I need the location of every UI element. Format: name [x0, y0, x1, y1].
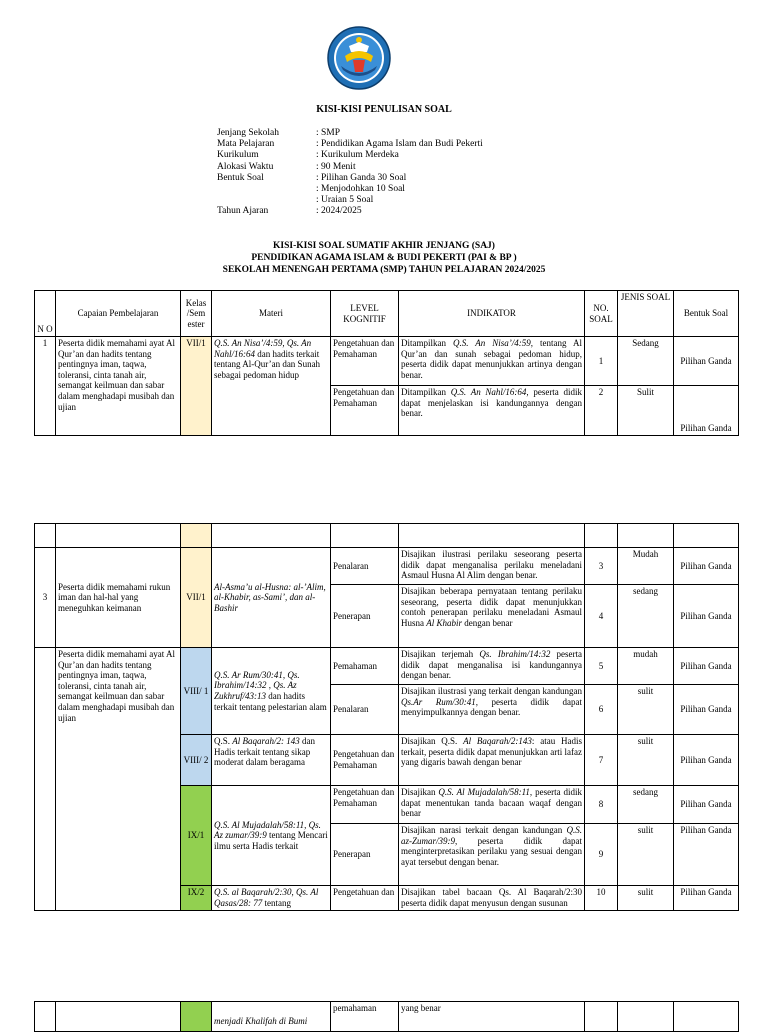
table-row [35, 648, 739, 685]
bentuk-cell: Pilihan Ganda [674, 886, 739, 911]
indikator-cell: yang benar [399, 1002, 585, 1032]
indikator-cell: Ditampilkan Q.S. An Nisa’/4:59, tentang Al Qur’an dan sunah sebagai pedoman hidup, peserta didik dapat menunjukkan artinya dengan benar. [399, 337, 585, 386]
level-cell: Pengetahuan dan [331, 886, 399, 911]
nosoal-cell: 4 [585, 585, 618, 648]
materi-cell: Q.S. al Baqarah/2:30, Qs. Al Qasas/28: 77 tentang [212, 886, 331, 911]
row-no: 3 [35, 548, 56, 648]
nosoal-cell: 10 [585, 886, 618, 911]
bentuk-cell: Pilihan Ganda [674, 824, 739, 886]
indikator-cell: Disajikan tabel bacaan Qs. Al Baqarah/2:30 peserta didik dapat menyusun dengan susunan [399, 886, 585, 911]
nosoal-cell: 5 [585, 648, 618, 685]
level-cell: Pengetahuan dan Pemahaman [331, 786, 399, 824]
level-cell: Penerapan [331, 585, 399, 648]
bentuk-cell: Pilihan Ganda [674, 548, 739, 585]
level-cell: Pengetahuan dan Pemahaman [331, 735, 399, 786]
bentuk-cell: Pilihan Ganda [674, 648, 739, 685]
jenis-cell: sulit [618, 735, 674, 786]
nosoal-cell: 3 [585, 548, 618, 585]
capaian-cell: Peserta didik memahami rukun iman dan hal-hal yang meneguhkan keimanan [56, 548, 181, 648]
jenis-cell: sulit [618, 685, 674, 735]
kelas-cell: VII/1 [181, 548, 212, 648]
info-row: Bentuk Soal : Pilihan Ganda 30 Soal [217, 172, 407, 183]
level-cell: Pengetahuan dan Pemahaman [331, 337, 399, 386]
materi-cell: Al-Asma’u al-Husna: al-’Alim, al-Khabir, as-Sami’, dan al-Bashir [212, 548, 331, 648]
jenis-cell: Sedang [618, 337, 674, 386]
capaian-cell: Peserta didik memahami ayat Al Qur’an dan hadits tentang pentingnya iman, taqwa, toleransi, cinta tanah air, semangat keilmuan dan sabar dalam menghadapi musibah dan ujian [56, 648, 181, 911]
info-row: Jenjang Sekolah : SMP [217, 128, 341, 138]
header-nosoal: NO. SOAL [585, 291, 618, 337]
indikator-cell: Disajikan Q.S. Al Baqarah/2:143: atau Hadis terkait, peserta didik dapat menunjukkan arti lafaz yang digaris bawah dengan benar [399, 735, 585, 786]
nosoal-cell: 6 [585, 685, 618, 735]
info-row: Tahun Ajaran : 2024/2025 [217, 206, 362, 217]
jenis-cell: sulit [618, 824, 674, 886]
info-row: Alokasi Waktu : 90 Menit [217, 161, 356, 172]
bentuk-cell: Pilihan Ganda [674, 685, 739, 735]
info-row: : Menjodohkan 10 Soal [316, 184, 405, 195]
header-materi: Materi [212, 291, 331, 337]
kelas-cell: IX/2 [181, 886, 212, 911]
kisi-kisi-table-page-2 [34, 523, 739, 911]
materi-cell: menjadi Khalifah di Bumi [212, 1002, 331, 1032]
header-level: LEVEL KOGNITIF [331, 291, 399, 337]
row-no: 1 [35, 337, 56, 436]
table-header-row-empty [35, 524, 739, 548]
header-kelas: Kelas /Sem ester [181, 291, 212, 337]
document-heading: KISI-KISI SOAL SUMATIF AKHIR JENJANG (SAJ) PENDIDIKAN AGAMA ISLAM & BUDI PEKERTI (PAI & BP ) SEKOLAH MENENGAH PERTAMA (SMP) TAHUN PELAJARAN 2024/2025 [222, 241, 546, 275]
table-row [35, 548, 739, 585]
materi-cell: Q.S. Al Mujadalah/58:11, Qs. Az zumar/39:9 tentang Mencari ilmu serta Hadis terkait [212, 786, 331, 886]
jenis-cell: sedang [618, 585, 674, 648]
header-capaian: Capaian Pembelajaran [56, 291, 181, 337]
kelas-cell: VII/1 [181, 337, 212, 436]
indikator-cell: Disajikan terjemah Qs. Ibrahim/14:32 peserta didik dapat menganalisa isi kandungannya dengan benar. [399, 648, 585, 685]
materi-cell: Q.S. An Nisa’/4:59, Qs. An Nahl/16:64 dan hadits terkait tentang Al-Qur’an dan Sunah sebagai pedoman hidup [212, 337, 331, 436]
jenis-cell: Mudah [618, 548, 674, 585]
info-row: Mata Pelajaran : Pendidikan Agama Islam dan Budi Pekerti [217, 139, 483, 150]
header-indikator: INDIKATOR [399, 291, 585, 337]
level-cell: Penerapan [331, 824, 399, 886]
tut-wuri-handayani-logo [327, 26, 391, 90]
level-cell: Penalaran [331, 685, 399, 735]
kelas-cell: IX/1 [181, 786, 212, 886]
kisi-kisi-table-page-1 [34, 290, 739, 436]
bentuk-cell: Pilihan Ganda [674, 585, 739, 648]
document-info [217, 128, 483, 218]
jenis-cell: sedang [618, 786, 674, 824]
nosoal-cell: 9 [585, 824, 618, 886]
level-cell: Pengetahuan dan Pemahaman [331, 386, 399, 436]
kelas-cell: VIII/ 1 [181, 648, 212, 735]
jenis-cell: sulit [618, 886, 674, 911]
level-cell: Penalaran [331, 548, 399, 585]
header-bentuk: Bentuk Soal [674, 291, 739, 337]
nosoal-cell: 8 [585, 786, 618, 824]
nosoal-cell: 7 [585, 735, 618, 786]
jenis-cell: Sulit [618, 386, 674, 436]
info-row: Kurikulum : Kurikulum Merdeka [217, 150, 399, 161]
indikator-cell: Ditampilkan Q.S. An Nahl/16:64, peserta didik dapat menjelaskan isi kandungannya dengan benar. [399, 386, 585, 436]
nosoal-cell: 1 [585, 337, 618, 386]
table-header-row [35, 291, 739, 337]
bentuk-cell: Pilihan Ganda [674, 735, 739, 786]
kelas-cell: VIII/ 2 [181, 735, 212, 786]
nosoal-cell: 2 [585, 386, 618, 436]
bentuk-cell: Pilihan Ganda [674, 337, 739, 386]
info-row: : Uraian 5 Soal [316, 195, 374, 206]
document-title: KISI-KISI PENULISAN SOAL [316, 104, 452, 115]
indikator-cell: Disajikan ilustrasi yang terkait dengan kandungan Qs.Ar Rum/30:41, peserta didik dapat menyimpulkannya dengan benar. [399, 685, 585, 735]
header-jenis: JENIS SOAL [618, 291, 674, 337]
materi-cell: Q.S. Al Baqarah/2: 143 dan Hadis terkait tentang sikap moderat dalam beragama [212, 735, 331, 786]
jenis-cell: mudah [618, 648, 674, 685]
materi-cell: Q.S. Ar Rum/30:41, Qs. Ibrahim/14:32 , Qs. Az Zukhruf/43:13 dan hadits terkait tentang pelestarian alam [212, 648, 331, 735]
table-row [35, 337, 739, 386]
header-no: N O [35, 291, 56, 337]
kisi-kisi-table-page-3 [34, 1001, 739, 1032]
indikator-cell: Disajikan beberapa pernyataan tentang perilaku seseorang, peserta didik dapat menunjukkan contoh penerapan perilaku meneladani Asmaul Husna Al Khabir dengan benar [399, 585, 585, 648]
level-cell: Pemahaman [331, 648, 399, 685]
indikator-cell: Disajikan ilustrasi perilaku seseorang peserta didik dapat menganalisa perilaku meneladani Asmaul Husna Al Alim dengan benar. [399, 548, 585, 585]
indikator-cell: Disajikan narasi terkait dengan kandungan Q.S. az-Zumar/39:9, peserta didik dapat menginterpretasikan perilaku yang sesuai dengan ayat tersebut dengan benar. [399, 824, 585, 886]
indikator-cell: Disajikan Q.S. Al Mujadalah/58:11, peserta didik dapat menentukan tanda bacaan waqaf dengan benar [399, 786, 585, 824]
bentuk-cell: Pilihan Ganda [674, 386, 739, 436]
capaian-cell: Peserta didik memahami ayat Al Qur’an dan hadits tentang pentingnya iman, taqwa, toleransi, cinta tanah air, semangat keilmuan dan sabar dalam menghadapi musibah dan ujian [56, 337, 181, 436]
level-cell: pemahaman [331, 1002, 399, 1032]
table-row [35, 1002, 739, 1032]
bentuk-cell: Pilihan Ganda [674, 786, 739, 824]
